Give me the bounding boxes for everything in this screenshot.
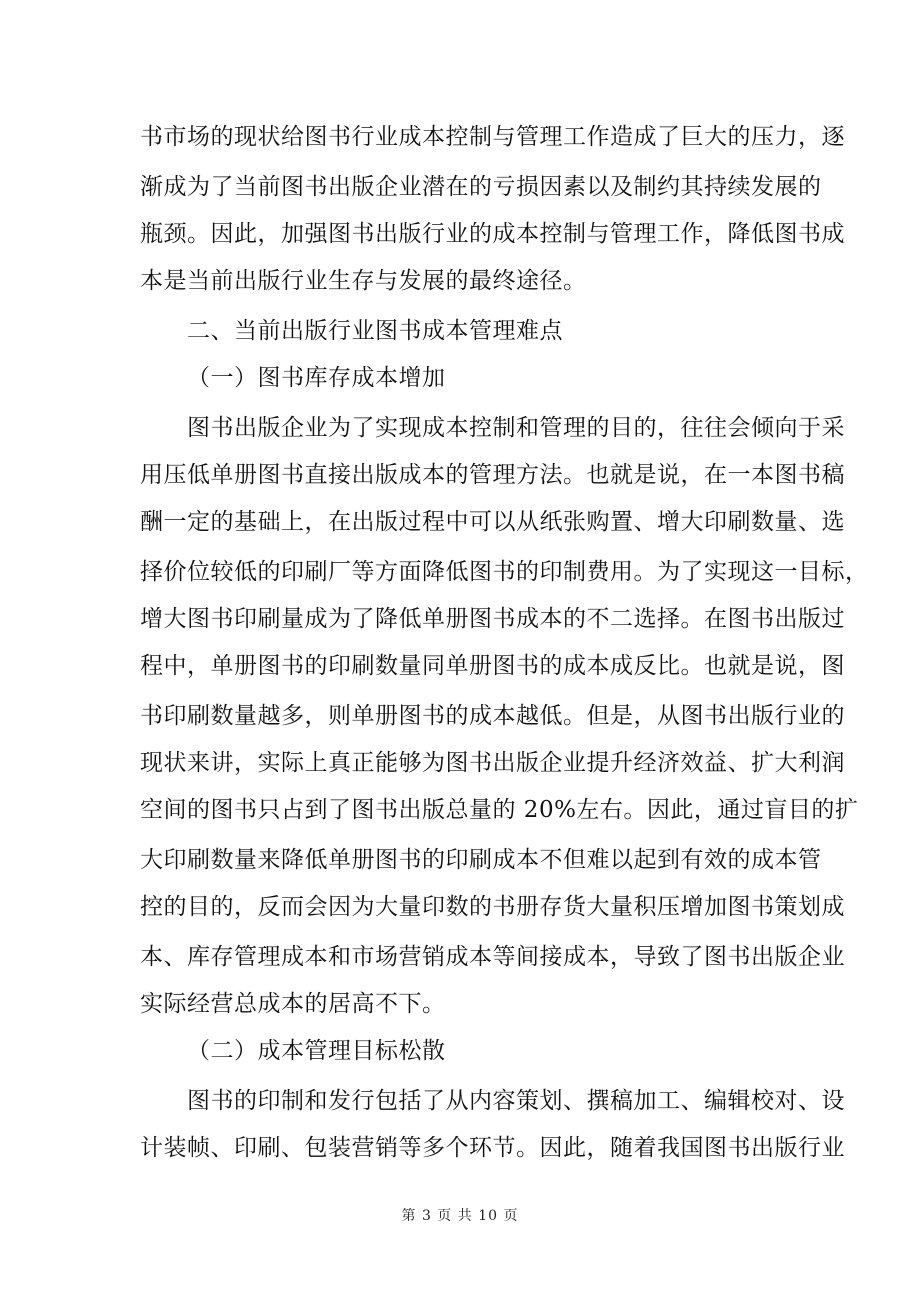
text-line: 实际经营总成本的居高不下。 xyxy=(140,991,446,1017)
subsection-heading: （二）成本管理目标松散 xyxy=(187,1038,446,1064)
text-line: 书印刷数量越多，则单册图书的成本越低。但是，从图书出版行业的 xyxy=(140,703,845,729)
text-line: 图书的印制和发行包括了从内容策划、撰稿加工、编辑校对、设 xyxy=(187,1088,845,1114)
text-line: 图书出版企业为了实现成本控制和管理的目的，往往会倾向于采 xyxy=(187,415,845,441)
text-line: 程中，单册图书的印刷数量同单册图书的成本成反比。也就是说，图 xyxy=(140,653,845,679)
text-line: 增大图书印刷量成为了降低单册图书成本的不二选择。在图书出版过 xyxy=(140,606,845,632)
text-line: 书市场的现状给图书行业成本控制与管理工作造成了巨大的压力，逐 xyxy=(140,124,845,150)
text-line: 空间的图书只占到了图书出版总量的 20%左右。因此，通过盲目的扩 xyxy=(140,797,859,823)
text-line: 择价位较低的印刷厂等方面降低图书的印制费用。为了实现这一目标， xyxy=(140,559,869,585)
text-line: 渐成为了当前图书出版企业潜在的亏损因素以及制约其持续发展的 xyxy=(140,174,822,200)
text-line: 本是当前出版行业生存与发展的最终途径。 xyxy=(140,268,587,294)
text-line: 酬一定的基础上，在出版过程中可以从纸张购置、增大印刷数量、选 xyxy=(140,509,845,535)
text-line: 计装帧、印刷、包装营销等多个环节。因此，随着我国图书出版行业 xyxy=(140,1135,845,1161)
text-line: 用压低单册图书直接出版成本的管理方法。也就是说，在一本图书稿 xyxy=(140,462,845,488)
subsection-heading: （一）图书库存成本增加 xyxy=(187,365,446,391)
text-line: 瓶颈。因此，加强图书出版行业的成本控制与管理工作，降低图书成 xyxy=(140,221,845,247)
text-line: 大印刷数量来降低单册图书的印刷成本不但难以起到有效的成本管 xyxy=(140,847,822,873)
section-heading: 二、当前出版行业图书成本管理难点 xyxy=(187,318,563,344)
text-line: 控的目的，反而会因为大量印数的书册存货大量积压增加图书策划成 xyxy=(140,894,845,920)
text-line: 现状来讲，实际上真正能够为图书出版企业提升经济效益、扩大利润 xyxy=(140,750,845,776)
page-number-footer: 第 3 页 共 10 页 xyxy=(401,1208,519,1224)
text-line: 本、库存管理成本和市场营销成本等间接成本，导致了图书出版企业 xyxy=(140,944,845,970)
